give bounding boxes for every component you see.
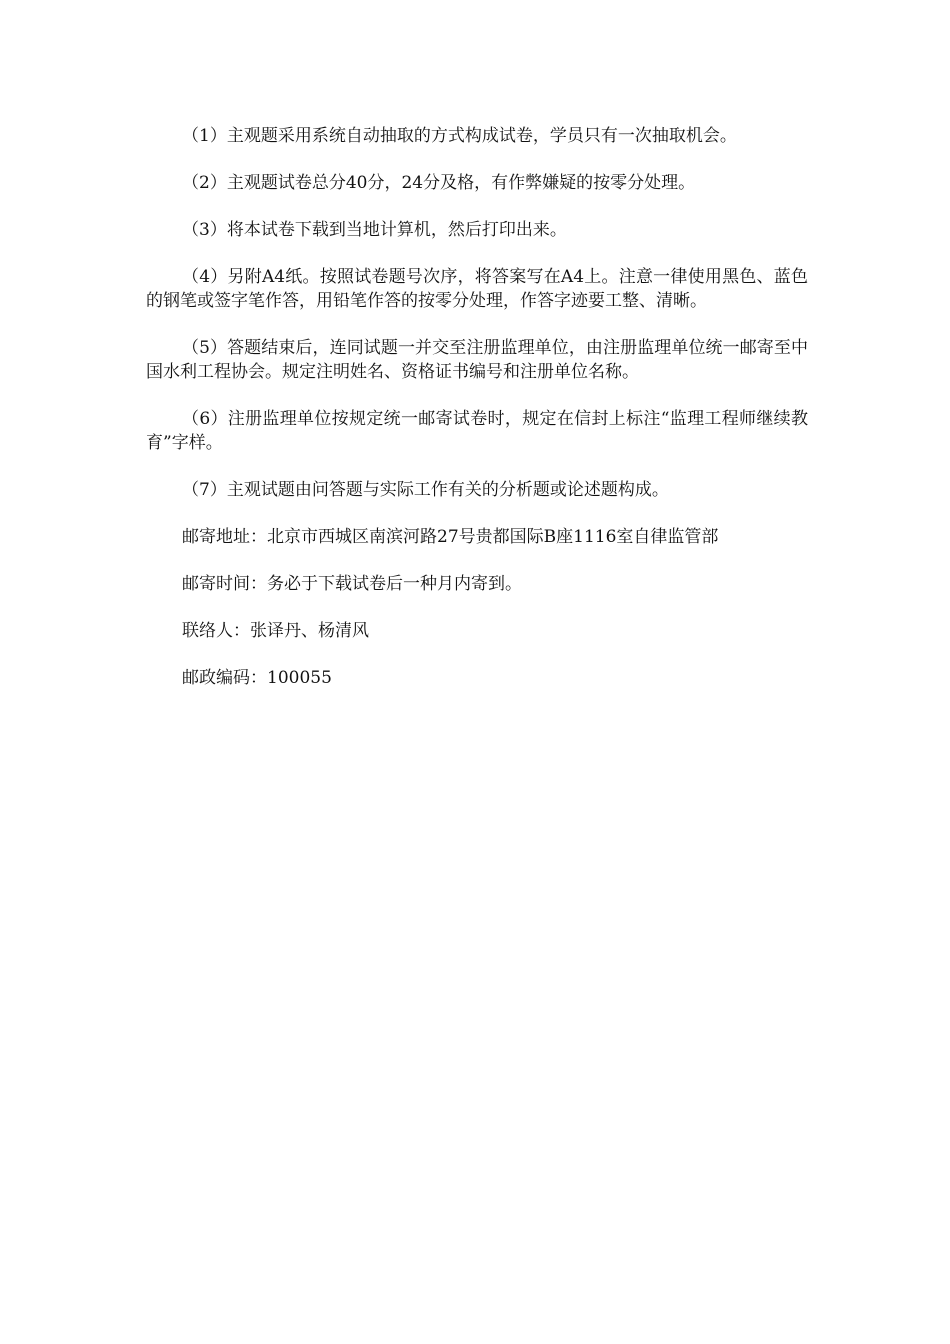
- instruction-6: （6）注册监理单位按规定统一邮寄试卷时，规定在信封上标注“监理工程师继续教育”字样。: [146, 409, 808, 453]
- contact-persons: 联络人：张译丹、杨清风: [182, 621, 369, 641]
- mailing-deadline: 邮寄时间：务必于下载试卷后一种月内寄到。: [182, 574, 522, 594]
- instruction-7: （7）主观试题由问答题与实际工作有关的分析题或论述题构成。: [182, 480, 669, 500]
- postal-code: 邮政编码：100055: [182, 668, 332, 688]
- document-body: [146, 124, 808, 690]
- instruction-3: （3）将本试卷下载到当地计算机，然后打印出来。: [182, 220, 567, 240]
- mailing-address: 邮寄地址：北京市西城区南滨河路27号贵都国际B座1116室自律监管部: [182, 527, 719, 547]
- instruction-4: （4）另附A4纸。按照试卷题号次序，将答案写在A4上。注意一律使用黑色、蓝色的钢笔或签字笔作答，用铅笔作答的按零分处理，作答字迹要工整、清晰。: [146, 267, 808, 311]
- instruction-2: （2）主观题试卷总分40分，24分及格，有作弊嫌疑的按零分处理。: [182, 173, 696, 193]
- instruction-1: （1）主观题采用系统自动抽取的方式构成试卷，学员只有一次抽取机会。: [182, 126, 737, 146]
- instruction-5: （5）答题结束后，连同试题一并交至注册监理单位，由注册监理单位统一邮寄至中国水利工程协会。规定注明姓名、资格证书编号和注册单位名称。: [146, 338, 808, 382]
